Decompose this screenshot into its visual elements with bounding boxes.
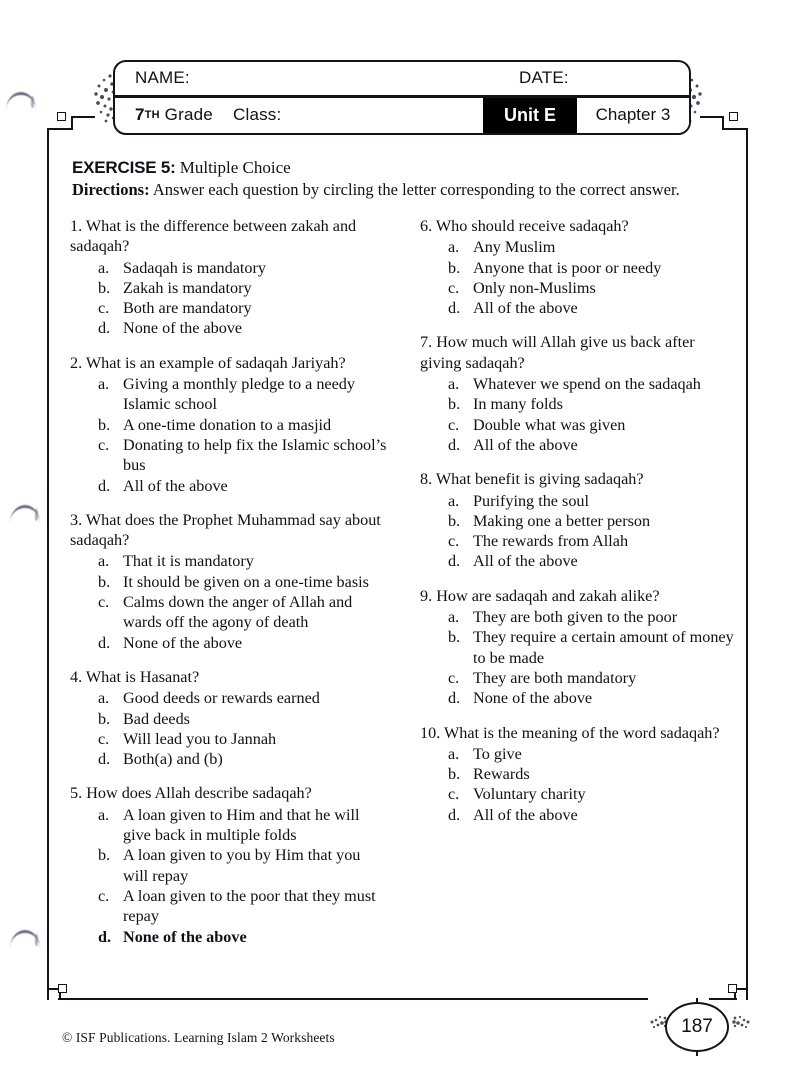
question-stem: 9. How are sadaqah and zakah alike? [420,586,660,605]
scan-artifact-top [6,92,36,110]
option-item[interactable] [420,258,740,278]
page-border-left [47,128,49,1000]
option-item[interactable] [70,435,388,476]
question-stem: 6. Who should receive sadaqah? [420,217,629,235]
option-text: None of the above [123,633,243,652]
grade-suffix: TH [144,109,160,122]
option-item[interactable] [420,764,740,784]
option-text: None of the above [473,689,593,708]
option-text: Will lead you to Jannah [123,729,277,748]
option-text: Calms down the anger of Allah and wards off the agony of death [123,593,353,632]
option-letter[interactable]: c. [448,668,460,687]
option-letter[interactable]: d. [98,633,111,652]
option-item[interactable] [70,927,388,947]
option-item[interactable] [420,415,740,435]
option-letter[interactable]: b. [448,395,461,414]
option-text: Whatever we spend on the sadaqah [473,375,701,394]
grade-label [135,98,213,134]
page-border-right [746,128,748,1000]
option-text: Anyone that is poor or needy [473,258,662,277]
page-number-badge [665,1002,729,1052]
ornament-page-right [731,1014,753,1030]
directions-label: Directions: [72,180,150,199]
option-text: That it is mandatory [123,552,254,571]
option-item[interactable] [420,531,740,551]
option-letter[interactable]: c. [98,299,110,318]
option-item[interactable] [420,237,740,257]
question-item [70,510,388,653]
option-text: A loan given to the poor that they must repay [123,886,376,926]
option-item[interactable] [70,551,388,571]
option-list [70,258,388,339]
option-text: A loan given to you by Him that you will repay [123,846,361,885]
class-field[interactable] [233,98,281,134]
option-letter[interactable]: b. [98,278,111,297]
option-text: To give [473,744,522,763]
question-stem: 1. What is the difference between zakah and sadaqah? [70,217,357,256]
option-list [420,374,740,455]
option-letter[interactable]: a. [448,744,460,763]
option-text: They are both given to the poor [473,608,678,627]
option-letter[interactable]: b. [448,765,461,784]
exercise-title: EXERCISE 5: [72,158,176,177]
option-text: Rewards [473,765,530,784]
option-item[interactable] [420,607,740,627]
option-letter[interactable]: a. [448,238,460,257]
option-letter[interactable]: c. [448,785,460,804]
option-item[interactable] [70,278,388,298]
option-text: All of the above [473,435,578,454]
option-item[interactable] [70,374,388,415]
question-item [420,216,740,318]
corner-notch-top-left [57,112,66,121]
directions-line [72,180,680,200]
corner-notch-bottom-right [728,984,737,993]
option-item[interactable] [420,744,740,764]
option-letter[interactable]: a. [98,805,110,824]
option-item[interactable] [420,668,740,688]
option-letter[interactable]: d. [448,689,461,708]
option-item[interactable] [70,298,388,318]
option-item[interactable] [70,749,388,769]
name-label: NAME: [135,68,190,88]
question-stem: 8. What benefit is giving sadaqah? [420,470,644,489]
option-letter[interactable]: c. [98,593,110,612]
option-text: Sadaqah is mandatory [123,258,266,277]
option-letter[interactable]: d. [448,552,461,571]
unit-label: Unit E [504,104,556,125]
question-stem: 5. How does Allah describe sadaqah? [70,784,312,803]
option-item[interactable] [420,805,740,825]
option-item[interactable] [70,476,388,496]
option-item[interactable] [420,374,740,394]
question-stem: 3. What does the Prophet Muhammad say about sadaqah? [70,510,381,550]
grade-number: 7 [135,105,145,125]
option-text: They require a certain amount of money to be made [473,628,734,667]
page-number-label: 187 [681,1016,713,1037]
option-text: Giving a monthly pledge to a needy Islamic school [123,375,355,414]
copyright-credit: © ISF Publications. Learning Islam 2 Worksheets [62,1030,335,1045]
option-item[interactable] [420,511,740,531]
option-text: Bad deeds [123,709,190,728]
option-item[interactable] [70,592,388,633]
question-item [420,723,740,825]
corner-notch-top-right [729,112,738,121]
date-label: DATE: [519,68,569,88]
corner-notch-bottom-left [58,984,67,993]
option-list [420,744,740,825]
page-tick-top [696,998,698,1003]
option-text: None of the above [123,927,247,946]
option-list [70,805,388,947]
option-letter[interactable]: d. [98,319,111,338]
option-letter[interactable]: b. [448,511,461,530]
option-letter[interactable]: a. [98,552,110,571]
scan-artifact-bottom [10,930,40,948]
option-list [70,551,388,652]
option-letter[interactable]: d. [448,805,461,824]
option-letter[interactable]: a. [448,491,460,510]
option-item[interactable] [420,298,740,318]
option-letter[interactable]: d. [448,299,461,318]
option-list [70,374,388,496]
option-letter[interactable]: a. [98,258,110,277]
option-text: It should be given on a one-time basis [123,572,369,591]
option-list [420,607,740,708]
questions-column-left [70,216,388,961]
option-item[interactable] [420,394,740,414]
option-item[interactable] [420,784,740,804]
option-letter[interactable]: c. [98,435,110,454]
question-stem: 10. What is the meaning of the word sadaqah? [420,723,720,742]
option-letter[interactable]: b. [448,628,461,647]
exercise-heading [72,158,291,178]
student-info-box [113,60,691,135]
corner-bracket-top-left [47,108,95,130]
option-list [420,491,740,572]
option-item[interactable] [70,415,388,435]
option-letter[interactable]: a. [448,608,460,627]
option-text: Good deeds or rewards earned [123,689,320,708]
option-list [420,237,740,318]
option-letter[interactable]: c. [448,278,460,297]
option-letter[interactable]: b. [98,846,111,865]
option-item[interactable] [70,709,388,729]
option-letter[interactable]: c. [98,729,110,748]
option-item[interactable] [420,435,740,455]
option-item[interactable] [420,551,740,571]
option-item[interactable] [420,278,740,298]
question-item [70,353,388,496]
option-letter[interactable]: b. [98,572,111,591]
option-text: A loan given to Him and that he will give back in multiple folds [123,805,360,845]
option-text: All of the above [473,805,578,824]
option-letter[interactable]: d. [98,750,111,769]
option-letter[interactable]: c. [448,415,460,434]
question-stem: 2. What is an example of sadaqah Jariyah? [70,353,346,372]
option-letter[interactable]: b. [448,258,461,277]
option-text: They are both mandatory [473,668,637,687]
option-item[interactable] [420,491,740,511]
chapter-badge [577,98,689,134]
option-item[interactable] [70,845,388,886]
option-letter[interactable]: a. [448,375,460,394]
question-item [420,586,740,709]
option-item[interactable] [70,258,388,278]
option-item[interactable] [70,805,388,846]
questions-column-right [420,216,740,839]
option-text: Only non-Muslims [473,278,596,297]
option-list [70,688,388,769]
corner-bracket-top-right [700,108,748,130]
option-letter[interactable]: b. [98,709,111,728]
option-item[interactable] [70,886,388,927]
option-letter[interactable]: d. [448,435,461,454]
question-item [70,783,388,946]
option-letter[interactable]: b. [98,415,111,434]
option-item[interactable] [70,572,388,592]
directions-text: Answer each question by circling the letter corresponding to the correct answer. [152,180,680,199]
question-item [70,216,388,339]
option-text: Donating to help fix the Islamic school’s bus [123,435,387,475]
option-letter[interactable]: a. [98,689,110,708]
option-text: Any Muslim [473,238,556,257]
option-text: Double what was given [473,415,626,434]
option-item[interactable] [70,688,388,708]
option-text: Zakah is mandatory [123,278,252,297]
option-text: Both are mandatory [123,299,252,318]
option-text: Making one a better person [473,511,651,530]
option-text: A one-time donation to a masjid [123,415,332,434]
option-item[interactable] [420,688,740,708]
question-item [70,667,388,769]
question-stem: 7. How much will Allah give us back after giving sadaqah? [420,333,695,372]
option-text: The rewards from Allah [473,532,629,551]
option-item[interactable] [70,318,388,338]
header-row-name-date [115,62,689,98]
date-field[interactable] [519,62,569,95]
option-text: All of the above [123,476,228,495]
option-text: All of the above [473,552,578,571]
option-letter[interactable]: c. [98,886,110,905]
option-text: Voluntary charity [473,785,586,804]
scan-artifact-middle [10,505,40,523]
option-letter[interactable]: c. [448,532,460,551]
question-item [420,332,740,455]
exercise-type: Multiple Choice [179,158,291,177]
option-text: Purifying the soul [473,491,590,510]
chapter-label: Chapter 3 [595,105,671,125]
option-letter[interactable]: d. [98,927,112,946]
option-item[interactable] [70,729,388,749]
grade-word: Grade [164,105,213,125]
question-item [420,469,740,571]
option-text: In many folds [473,395,563,414]
unit-badge [483,98,577,134]
class-label: Class: [233,105,282,125]
option-letter[interactable]: d. [98,476,111,495]
option-text: None of the above [123,319,243,338]
option-item[interactable] [420,627,740,668]
page-border-bottom-left [58,998,648,1000]
option-letter[interactable]: a. [98,375,110,394]
option-text: Both(a) and (b) [123,750,223,769]
question-stem: 4. What is Hasanat? [70,667,200,686]
option-item[interactable] [70,633,388,653]
name-field[interactable] [135,62,190,95]
page-tick-bottom [696,1051,698,1056]
header-row-grade-class [115,98,689,134]
option-text: All of the above [473,299,578,318]
